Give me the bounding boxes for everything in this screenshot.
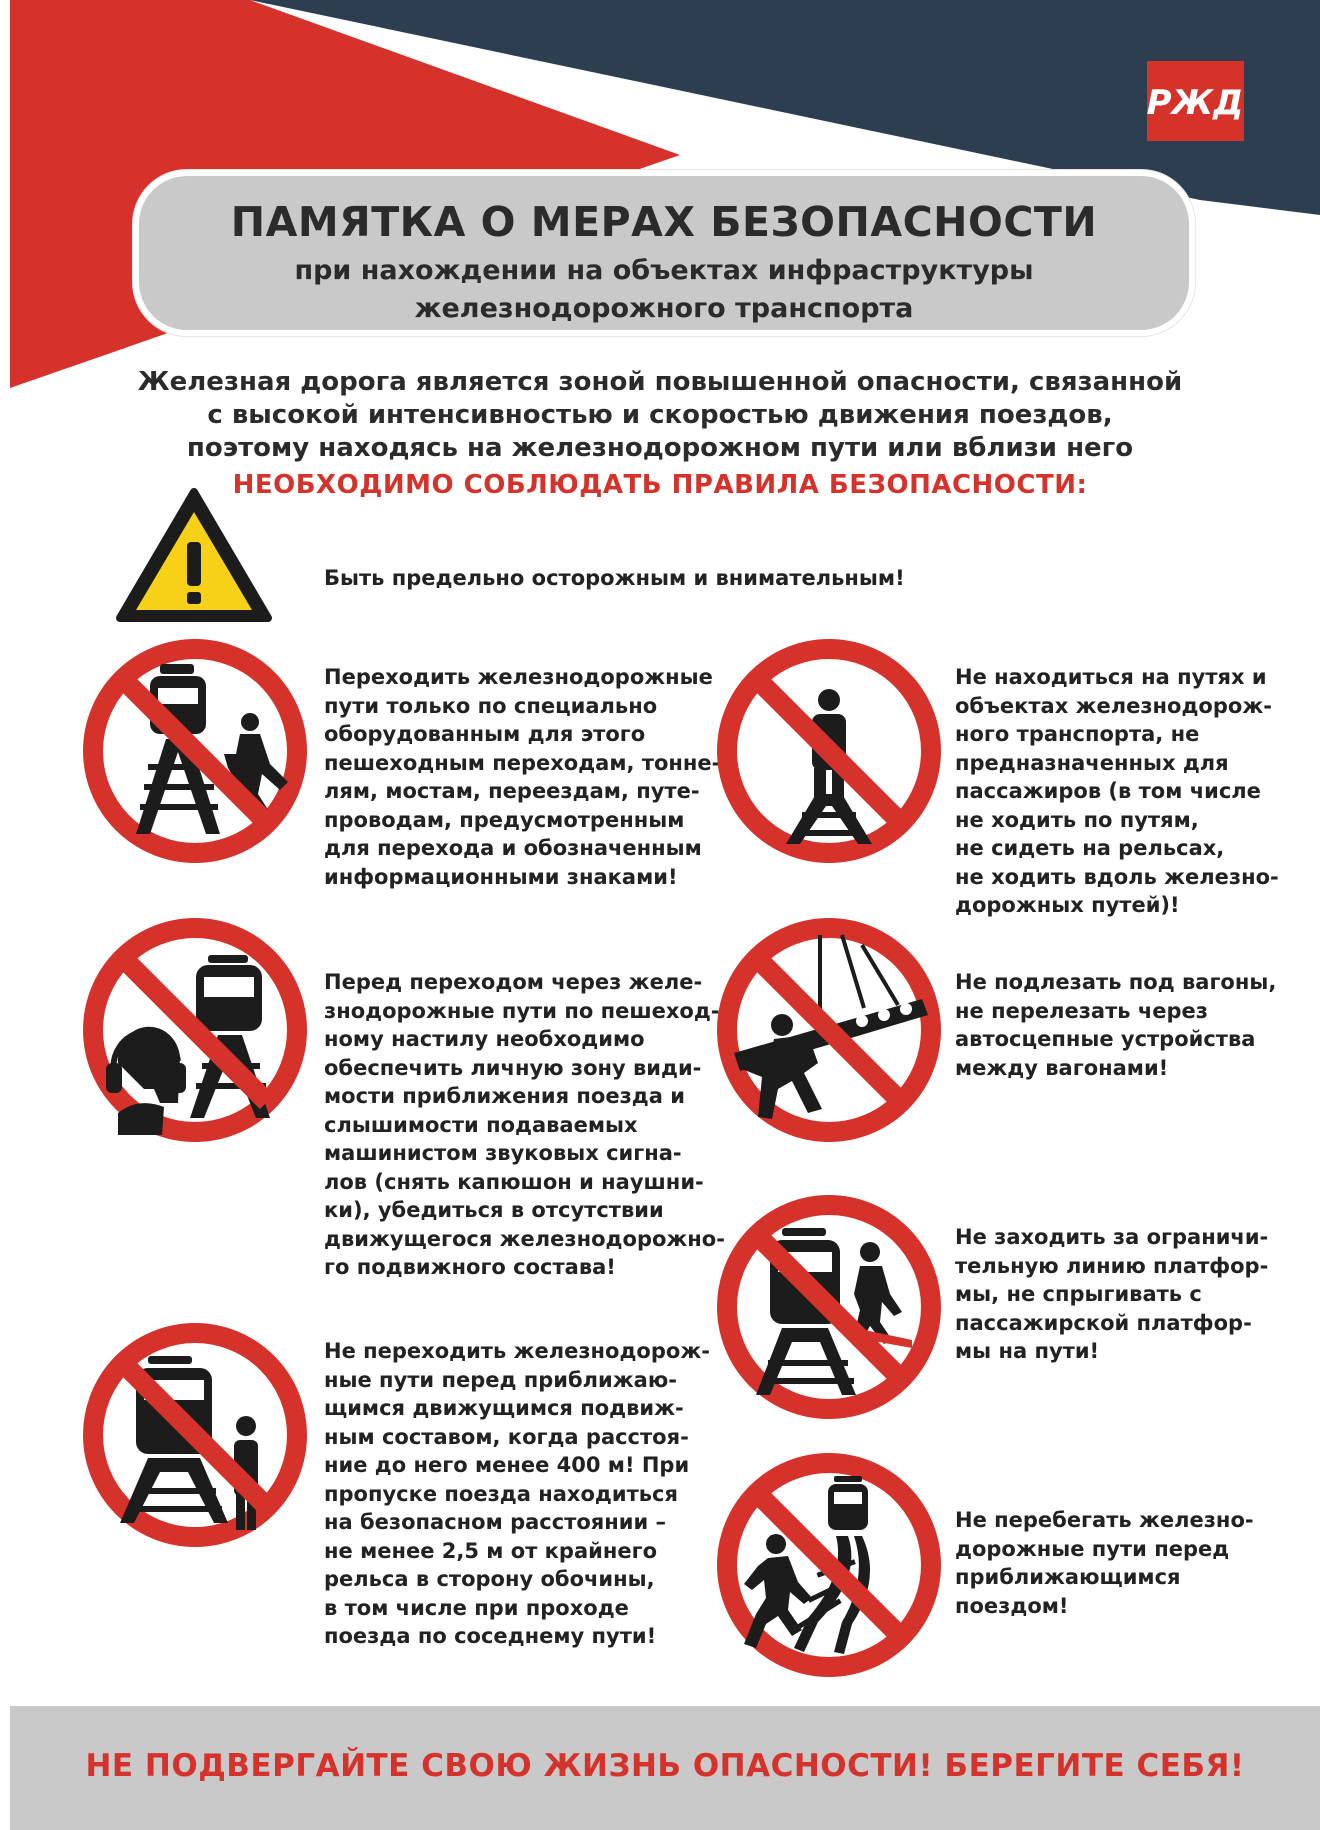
rule-walking-text: Не находиться на путях и объектах железнодорож- ного транспорта, не предназначенных для пассажиров (в том числе не ходить по путям, не сидеть на рельсах, не ходить вдоль железно- дорожных путей)! xyxy=(955,665,1279,917)
page-subtitle xyxy=(139,252,1189,328)
no-walking-on-tracks-icon xyxy=(712,634,946,868)
subtitle-line-2: железнодорожного транспорта xyxy=(414,293,914,324)
title-box xyxy=(133,170,1195,336)
svg-text:РЖД: РЖД xyxy=(1147,83,1244,123)
no-crossing-near-train-icon xyxy=(78,634,312,868)
rule-warning-text: Быть предельно осторожным и внимательным! xyxy=(324,566,905,590)
intro-line-3: поэтому находясь на железнодорожном пути или вблизи него xyxy=(186,433,1134,463)
intro-line-1: Железная дорога является зоной повышенной опасности, связанной xyxy=(137,367,1183,397)
rule-platform-text: Не заходить за ограничи- тельную линию платфор- мы, не спрыгивать с пассажирской платфор- мы на пути! xyxy=(955,1225,1269,1363)
rule-headphones-text: Перед переходом через желе- знодорожные пути по пешеход- ному настилу необходимо обеспечить личную зону види- мости приближения поезда и слышимости подаваемых машинистом звуковых сигна- лов (снять капюшон и наушни- ки), убедиться в отсутствии движущегося железнодорожно- го подвижного состава! xyxy=(324,970,725,1279)
rule-distance-text: Не переходить железнодорож- ные пути перед приближаю- щимся движущимся подвиж- ным составом, когда расстоя- ние до него менее 400 м! При пропуске поезда находиться на безопасном расстоянии – не менее 2,5 м от крайнего рельса в сторону обочины, в том числе при проходе поезда по соседнему пути! xyxy=(324,1339,710,1648)
no-crawling-under-cars-icon xyxy=(712,913,946,1147)
no-jumping-from-platform-icon xyxy=(712,1190,946,1424)
intro-emphasis: НЕОБХОДИМО СОБЛЮДАТЬ ПРАВИЛА БЕЗОПАСНОСТИ: xyxy=(232,470,1088,500)
footer-slogan: НЕ ПОДВЕРГАЙТЕ СВОЮ ЖИЗНЬ ОПАСНОСТИ! БЕРЕГИТЕ СЕБЯ! xyxy=(85,1748,1245,1784)
rule-crossing-text: Переходить железнодорожные пути только по специально оборудованным для этого пешеходным переходам, тонне- лям, мостам, переездам, путе- проводам, предусмотренным для перехода и обозначенным информационными знаками! xyxy=(324,665,721,889)
warning-icon xyxy=(114,484,274,626)
footer-banner xyxy=(10,1706,1320,1830)
no-running-across-tracks-icon xyxy=(712,1448,946,1682)
intro-paragraph xyxy=(130,366,1190,465)
intro-line-2: с высокой интенсивностью и скоростью движения поездов, xyxy=(207,400,1113,430)
subtitle-line-1: при нахождении на объектах инфраструктуры xyxy=(294,255,1034,286)
no-headphones-icon xyxy=(78,913,312,1147)
rzd-logo xyxy=(1147,61,1244,141)
page-title: ПАМЯТКА О МЕРАХ БЕЗОПАСНОСТИ xyxy=(230,198,1098,246)
rule-running-text: Не перебегать железно- дорожные пути перед приближающимся поездом! xyxy=(955,1508,1254,1618)
rule-under-cars-text: Не подлезать под вагоны, не перелезать через автосцепные устройства между вагонами! xyxy=(955,970,1277,1080)
no-standing-near-train-icon xyxy=(78,1318,312,1552)
